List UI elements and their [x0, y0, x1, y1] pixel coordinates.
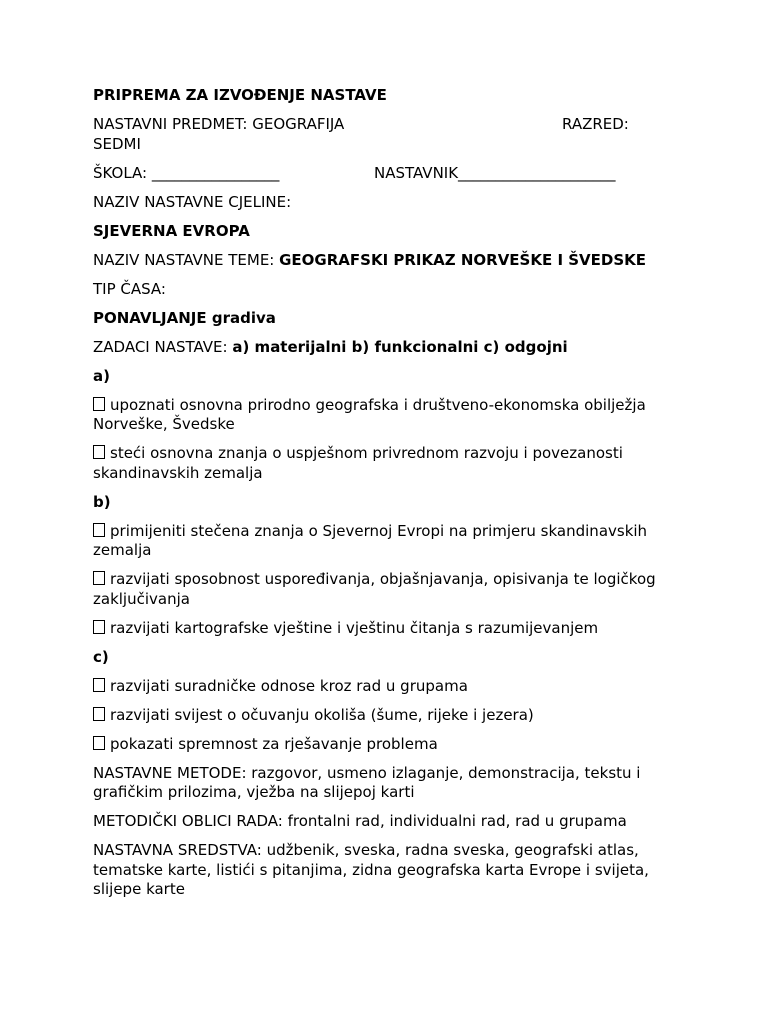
missing-glyph-icon — [93, 707, 105, 721]
missing-glyph-icon — [93, 523, 105, 537]
bullet-text: steći osnovna znanja o uspješnom privrednom razvoju i povezanosti skandinavskih zemalja — [93, 444, 623, 482]
topic-value: GEOGRAFSKI PRIKAZ NORVEŠKE I ŠVEDSKE — [279, 250, 647, 269]
methods-paragraph: NASTAVNE METODE: razgovor, usmeno izlaganje, demonstracija, tekstu i grafičkim prilozima, vježba na slijepoj karti — [93, 763, 641, 801]
unit-value: SJEVERNA EVROPA — [93, 221, 250, 240]
bullet-item — [93, 444, 678, 483]
section-b-label: b) — [93, 492, 111, 511]
bullet-item — [93, 396, 678, 435]
unit-label: NAZIV NASTAVNE CJELINE: — [93, 192, 292, 211]
lesson-type-value: PONAVLJANJE gradiva — [93, 308, 276, 327]
tasks-value: a) materijalni b) funkcionalni c) odgojni — [232, 337, 568, 356]
grade-value-row — [93, 135, 678, 155]
forms-paragraph: METODIČKI OBLICI RADA: frontalni rad, individualni rad, rad u grupama — [93, 812, 627, 830]
subject-grade-row — [93, 115, 678, 135]
topic-label: NAZIV NASTAVNE TEME: — [93, 250, 280, 269]
topic-line — [93, 251, 678, 271]
grade-label: RAZRED: — [562, 115, 629, 133]
tasks-line — [93, 338, 678, 358]
missing-glyph-icon — [93, 397, 105, 411]
bullet-item — [93, 735, 678, 755]
missing-glyph-icon — [93, 678, 105, 692]
missing-glyph-icon — [93, 445, 105, 459]
bullet-item — [93, 570, 678, 609]
school-teacher-line — [93, 164, 678, 184]
subject-grade-line — [93, 115, 678, 154]
bullet-item — [93, 522, 678, 561]
bullet-text: razvijati kartografske vještine i vještinu čitanja s razumijevanjem — [110, 618, 599, 637]
resources-paragraph: NASTAVNA SREDSTVA: udžbenik, sveska, radna sveska, geografski atlas, tematske karte, listići s pitanjima, zidna geografska karta Evrope i svijeta, slijepe karte — [93, 841, 649, 898]
school-label: ŠKOLA: _________________ — [93, 163, 280, 182]
teacher-label: NASTAVNIK_____________________ — [374, 163, 616, 182]
missing-glyph-icon — [93, 620, 105, 634]
bullet-text: razvijati suradničke odnose kroz rad u grupama — [110, 676, 468, 695]
bullet-item — [93, 619, 678, 639]
subject-label: NASTAVNI PREDMET: GEOGRAFIJA — [93, 115, 345, 133]
missing-glyph-icon — [93, 571, 105, 585]
bullet-item — [93, 677, 678, 697]
tasks-label: ZADACI NASTAVE: — [93, 337, 233, 356]
bullet-text: upoznati osnovna prirodno geografska i društveno-ekonomska obilježja Norveške, Švedske — [93, 395, 646, 433]
section-a-label: a) — [93, 366, 110, 385]
lesson-type-label: TIP ČASA: — [93, 279, 166, 298]
bullet-text: primijeniti stečena znanja o Sjevernoj Evropi na primjeru skandinavskih zemalja — [93, 521, 648, 559]
document-heading: PRIPREMA ZA IZVOĐENJE NASTAVE — [93, 86, 387, 104]
grade-value: SEDMI — [93, 134, 141, 153]
bullet-text: razvijati svijest o očuvanju okoliša (šume, rijeke i jezera) — [110, 705, 534, 724]
section-c-label: c) — [93, 647, 109, 666]
missing-glyph-icon — [93, 736, 105, 750]
bullet-text: pokazati spremnost za rješavanje problema — [110, 734, 438, 753]
bullet-text: razvijati sposobnost uspoređivanja, objašnjavanja, opisivanja te logičkog zaključivanja — [93, 570, 656, 608]
school-teacher-row — [93, 164, 678, 184]
bullet-item — [93, 706, 678, 726]
